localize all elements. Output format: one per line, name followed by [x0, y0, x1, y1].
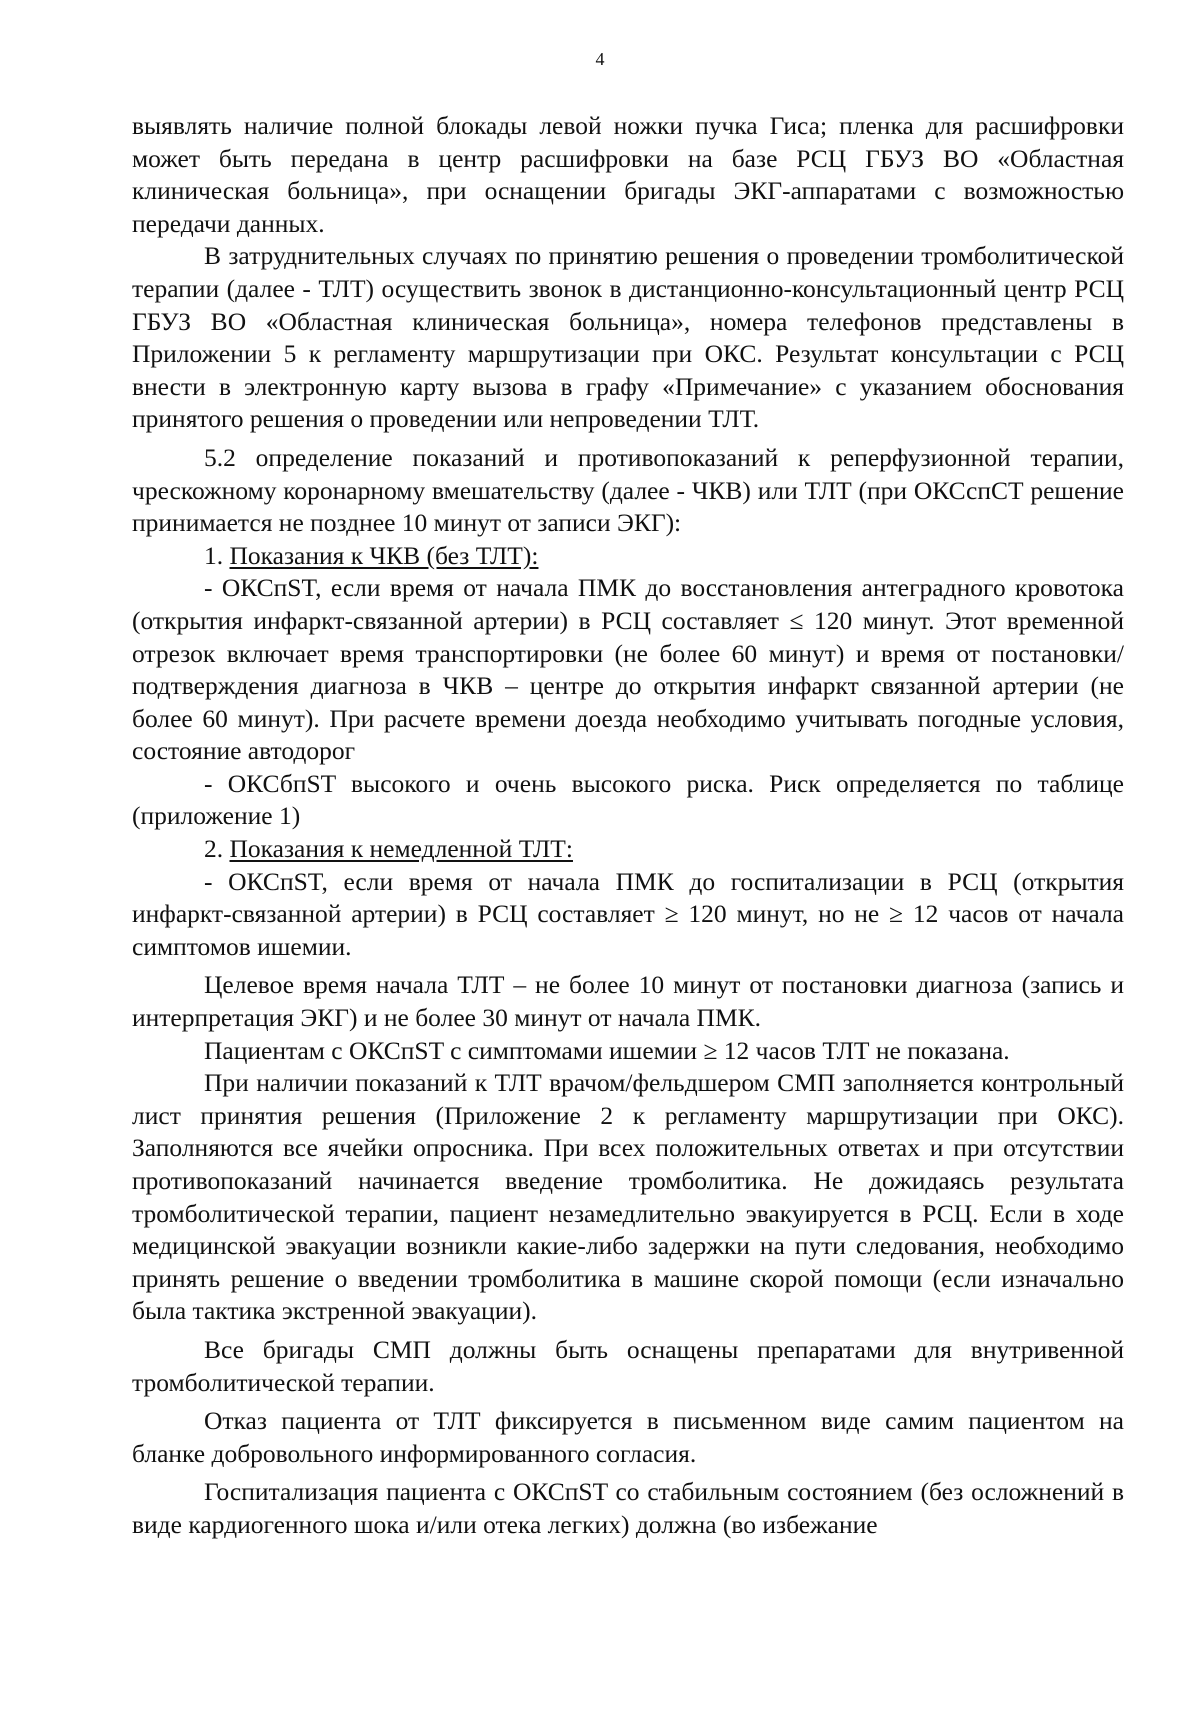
paragraph: - ОКСпST, если время от начала ПМК до госпитализации в РСЦ (открытия инфаркт-связанной артерии) в РСЦ составляет ≥ 120 минут, но не ≥ 12 часов от начала симптомов ишемии. [132, 866, 1124, 961]
heading-number: 2. [204, 834, 230, 864]
paragraph: Пациентам с ОКСпST с симптомами ишемии ≥ 12 часов ТЛТ не показана. [204, 1035, 1010, 1065]
heading-number: 1. [204, 540, 230, 570]
paragraph: Все бригады СМП должны быть оснащены препаратами для внутривенной тромболитической терапии. [132, 1334, 1124, 1397]
document-body [132, 110, 1124, 1542]
heading-title: Показания к немедленной ТЛТ: [229, 834, 573, 864]
paragraph: Госпитализация пациента с ОКСпST со стабильным состоянием (без осложнений в виде кардиогенного шока и/или отека легких) должна (во избежание [132, 1477, 1124, 1539]
paragraph: В затруднительных случаях по принятию решения о проведении тромболитической терапии (далее - ТЛТ) осуществить звонок в дистанционно-консультационный центр РСЦ ГБУЗ ВО «Областная клиническая больница», номера телефонов представлены в Приложении 5 к регламенту маршрутизации при ОКС. Результат консультации с РСЦ внести в электронную карту вызова в графу «Примечание» с указанием обоснования принятого решения о проведении или непроведении ТЛТ. [132, 241, 1124, 434]
paragraph: выявлять наличие полной блокады левой ножки пучка Гиса; пленка для расшифровки может быть передана в центр расшифровки на базе РСЦ ГБУЗ ВО «Областная клиническая больница», при оснащении бригады ЭКГ-аппаратами с возможностью передачи данных. [132, 111, 1124, 238]
paragraph: Отказ пациента от ТЛТ фиксируется в письменном виде самим пациентом на бланке добровольного информированного согласия. [132, 1406, 1124, 1468]
section-heading [132, 540, 1124, 573]
paragraph: При наличии показаний к ТЛТ врачом/фельдшером СМП заполняется контрольный лист принятия решения (Приложение 2 к регламенту маршрутизации при ОКС). Заполняются все ячейки опросника. При всех положительных ответах и при отсутствии противопоказаний начинается введение тромболитика. Не дожидаясь результата тромболитической терапии, пациент незамедлительно эвакуируется в РСЦ. Если в ходе медицинской эвакуации возникли какие-либо задержки на пути следования, необходимо принять решение о введении тромболитика в машине скорой помощи (если изначально была тактика экстренной эвакуации). [132, 1068, 1124, 1326]
paragraph: Целевое время начала ТЛТ – не более 10 минут от постановки диагноза (запись и интерпретация ЭКГ) и не более 30 минут от начала ПМК. [132, 970, 1124, 1033]
page-number: 4 [595, 49, 605, 69]
paragraph: - ОКСпST, если время от начала ПМК до восстановления антеградного кровотока (открытия инфаркт-связанной артерии) в РСЦ составляет ≤ 120 минут. Этот временной отрезок включает время транспортировки (не более 60 минут) и время от постановки/подтверждения диагноза в ЧКВ – центре до открытия инфаркт связанной артерии (не более 60 минут). При расчете времени доезда необходимо учитывать погодные условия, состояние автодорог [132, 573, 1124, 766]
heading-title: Показания к ЧКВ (без ТЛТ): [229, 540, 539, 570]
paragraph: - ОКСбпST высокого и очень высокого риска. Риск определяется по таблице (приложение 1) [132, 768, 1124, 831]
paragraph: 5.2 определение показаний и противопоказаний к реперфузионной терапии, чрескожному коронарному вмешательству (далее - ЧКВ) или ТЛТ (при ОКСспСТ решение принимается не позднее 10 минут от записи ЭКГ): [132, 442, 1124, 538]
section-heading [132, 833, 1124, 866]
